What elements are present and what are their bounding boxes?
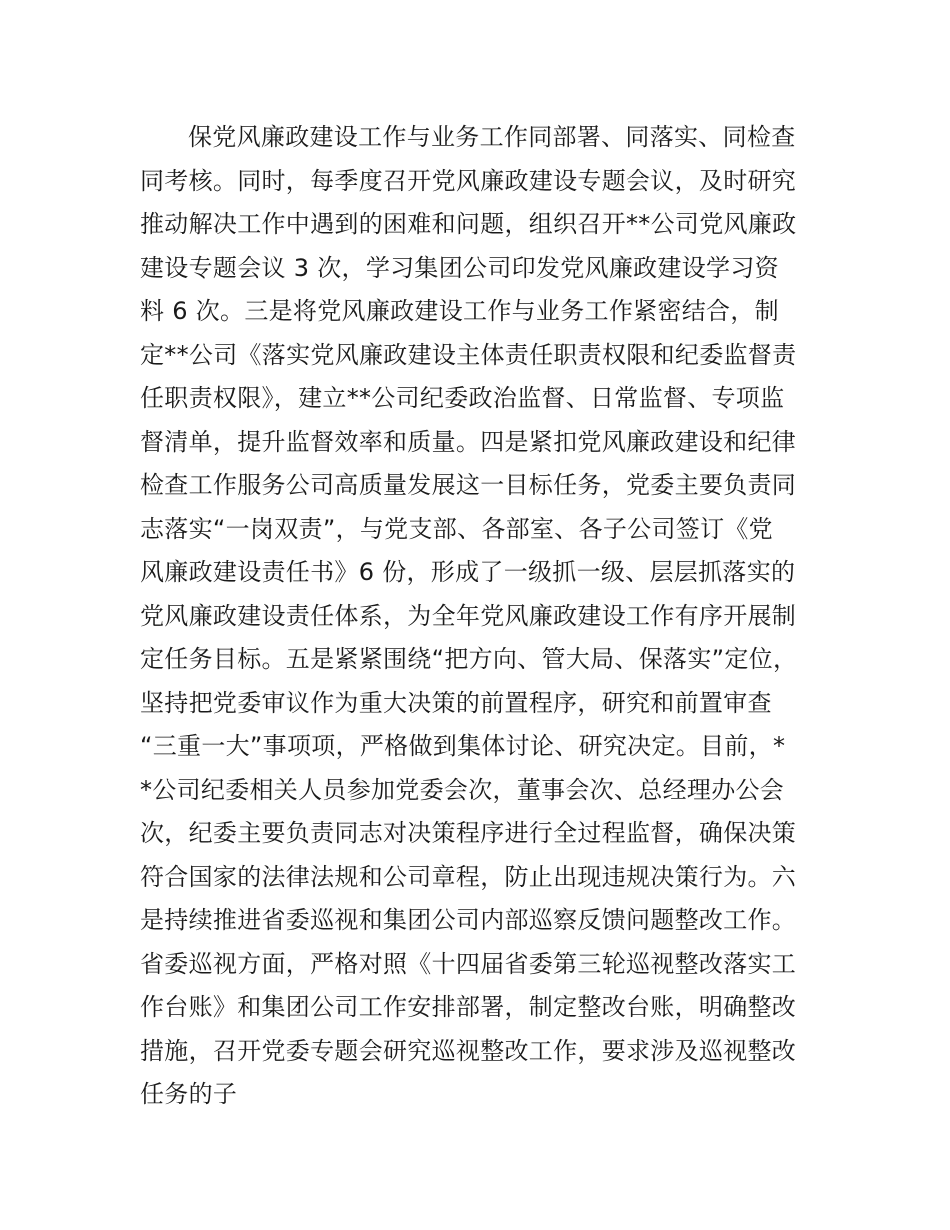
- text-line: 定任务目标。五是紧紧围绕“把方向、管大局、保落实”定位，: [140, 645, 798, 673]
- text-line: 建设专题会议 3 次，学习集团公司印发党风廉政建设学习资: [140, 253, 779, 282]
- text-line: 坚持把党委审议作为重大决策的前置程序，研究和前置审查: [140, 688, 772, 717]
- text-line: 任职责权限》，建立**公司纪委政治监督、日常监督、专项监: [140, 384, 785, 412]
- text-line: 省委巡视方面，严格对照《十四届省委第三轮巡视整改落实工: [140, 949, 797, 978]
- text-line: 风廉政建设责任书》6 份，形成了一级抓一级、层层抓落实的: [140, 558, 796, 586]
- text-line: 次，纪委主要负责同志对决策程序进行全过程监督，确保决策: [140, 819, 797, 847]
- text-line: 定**公司《落实党风廉政建设主体责任职责权限和纪委监督责: [140, 340, 797, 369]
- text-line: 是持续推进省委巡视和集团公司内部巡察反馈问题整改工作。: [140, 906, 797, 934]
- text-line: 措施，召开党委专题会研究巡视整改工作，要求涉及巡视整改: [140, 1036, 797, 1065]
- text-line: 同考核。同时，每季度召开党风廉政建设专题会议，及时研究: [140, 166, 797, 195]
- text-line: 督清单，提升监督效率和质量。四是紧扣党风廉政建设和纪律: [140, 427, 797, 456]
- text-line: 任务的子: [140, 1080, 238, 1108]
- text-line: 检查工作服务公司高质量发展这一目标任务，党委主要负责同: [140, 471, 797, 499]
- text-line: 志落实“一岗双责”，与党支部、各部室、各子公司签订《党: [140, 514, 773, 543]
- text-line: 料 6 次。三是将党风廉政建设工作与业务工作紧密结合，制: [140, 297, 779, 325]
- text-line: 作台账》和集团公司工作安排部署，制定整改台账，明确整改: [140, 993, 797, 1021]
- body-paragraph: [140, 116, 840, 1117]
- text-line: 党风廉政建设责任体系，为全年党风廉政建设工作有序开展制: [140, 601, 797, 630]
- text-line: 符合国家的法律法规和公司章程，防止出现违规决策行为。六: [140, 862, 797, 891]
- text-line: “三重一大”事项项，严格做到集体讨论、研究决定。目前，*: [140, 732, 786, 760]
- text-line: 保党风廉政建设工作与业务工作同部署、同落实、同检查: [188, 123, 796, 151]
- text-line: *公司纪委相关人员参加党委会次，董事会次、总经理办公会: [140, 775, 785, 804]
- text-line: 推动解决工作中遇到的困难和问题，组织召开**公司党风廉政: [140, 210, 797, 238]
